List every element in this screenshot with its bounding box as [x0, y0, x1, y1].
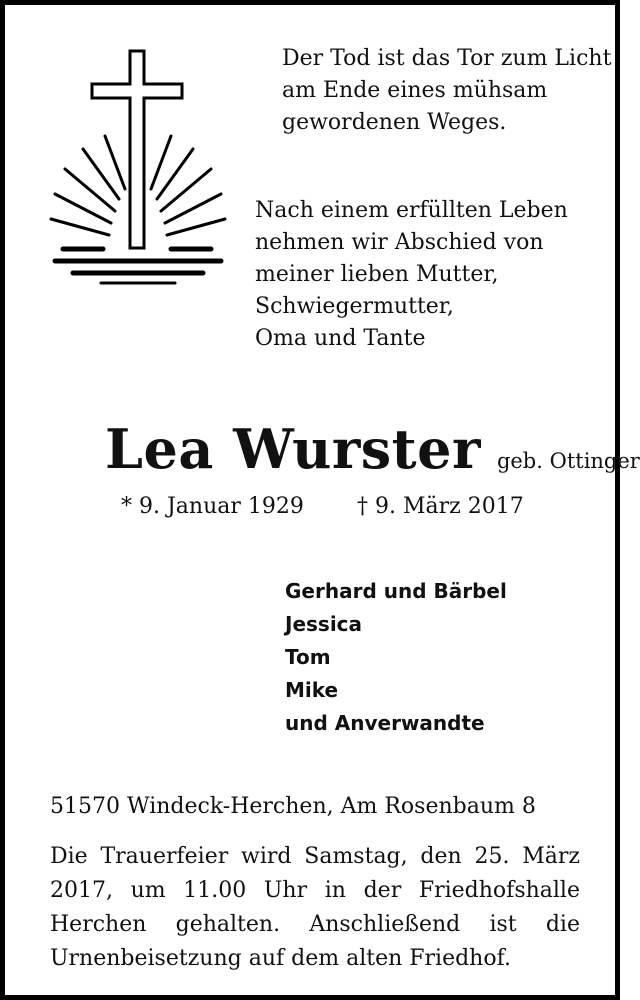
family-member: Mike: [285, 678, 339, 702]
cross-with-rays-icon: [43, 39, 233, 299]
intro-line: Oma und Tante: [255, 326, 426, 351]
death-date: † 9. März 2017: [357, 494, 524, 519]
deceased-name: Lea Wurster: [105, 417, 481, 481]
intro-line: nehmen wir Abschied von: [255, 230, 544, 255]
family-member: Tom: [285, 645, 331, 669]
birth-date: * 9. Januar 1929: [121, 494, 304, 519]
family-member: Gerhard und Bärbel: [285, 579, 507, 603]
family-member: Jessica: [285, 612, 363, 636]
deceased-name-row: [105, 417, 640, 481]
quote-text: [282, 43, 611, 139]
service-info: Die Trauerfeier wird Samstag, den 25. März 2017, um 11.00 Uhr in der Friedhofshalle Herchen gehalten. Anschließend ist die Urnenbeisetzung auf dem alten Friedhof.: [50, 844, 580, 971]
maiden-name: geb. Ottinger: [496, 449, 640, 473]
quote-line: am Ende eines mühsam: [282, 78, 548, 103]
intro-line: meiner lieben Mutter,: [255, 262, 499, 287]
quote-line: gewordenen Weges.: [282, 110, 507, 135]
family-list: [285, 575, 507, 740]
family-member: und Anverwandte: [285, 711, 485, 735]
intro-line: Nach einem erfüllten Leben: [255, 198, 568, 223]
quote-line: Der Tod ist das Tor zum Licht: [282, 46, 612, 71]
address: 51570 Windeck-Herchen, Am Rosenbaum 8: [50, 794, 536, 819]
intro-text: [255, 195, 568, 355]
intro-line: Schwiegermutter,: [255, 294, 454, 319]
